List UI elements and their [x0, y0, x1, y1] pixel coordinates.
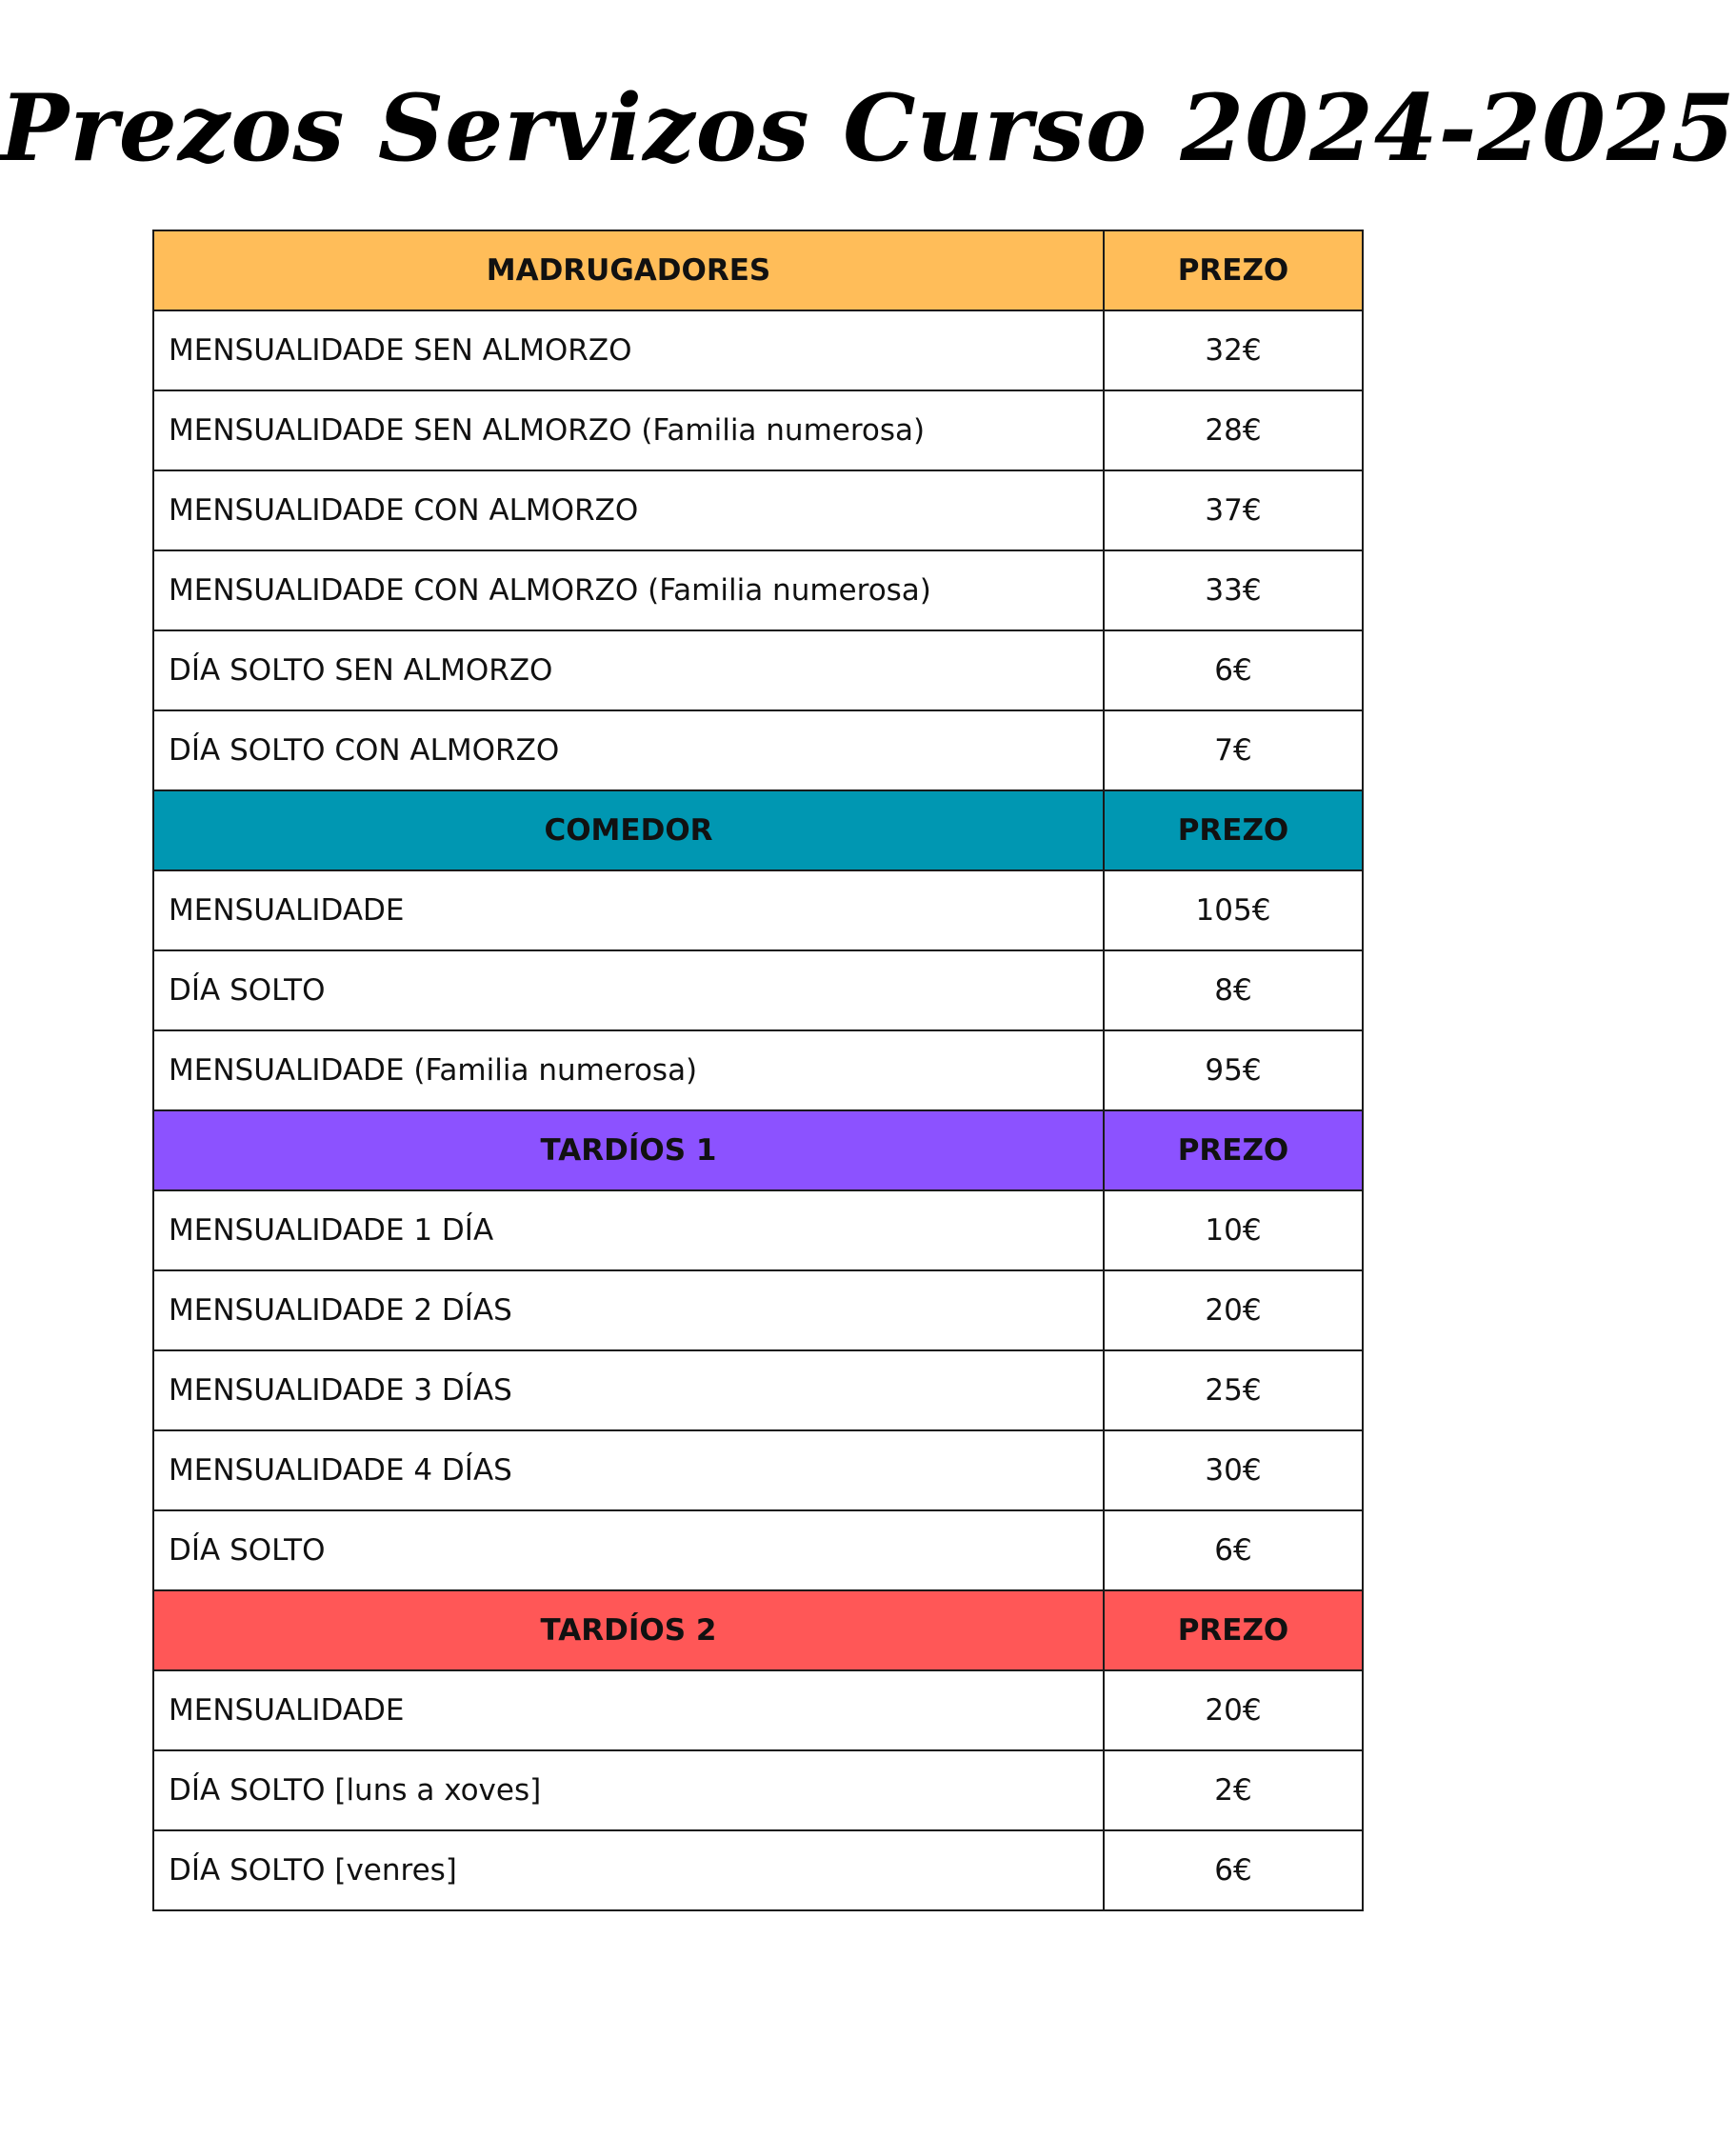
section-title: TARDÍOS 2 [153, 1590, 1104, 1670]
section-title: TARDÍOS 1 [153, 1110, 1104, 1190]
table-row [153, 870, 1363, 950]
service-label: DÍA SOLTO [153, 950, 1104, 1030]
table-row [153, 1830, 1363, 1910]
section-header-madrugadores [153, 230, 1363, 310]
service-label: MENSUALIDADE SEN ALMORZO (Familia numerosa) [153, 390, 1104, 470]
table-row [153, 1030, 1363, 1110]
service-label: DÍA SOLTO CON ALMORZO [153, 710, 1104, 790]
table-row [153, 1510, 1363, 1590]
table-row [153, 1190, 1363, 1270]
service-price: 28€ [1104, 390, 1363, 470]
service-label: MENSUALIDADE [153, 1670, 1104, 1750]
service-price: 6€ [1104, 1830, 1363, 1910]
service-label: MENSUALIDADE 2 DÍAS [153, 1270, 1104, 1350]
service-price: 37€ [1104, 470, 1363, 550]
service-price: 7€ [1104, 710, 1363, 790]
table-row [153, 1270, 1363, 1350]
service-label: MENSUALIDADE 1 DÍA [153, 1190, 1104, 1270]
service-price: 6€ [1104, 630, 1363, 710]
table-row [153, 710, 1363, 790]
price-column-header: PREZO [1104, 230, 1363, 310]
section-header-tardios-2 [153, 1590, 1363, 1670]
price-table [152, 230, 1364, 1911]
table-row [153, 630, 1363, 710]
section-title: COMEDOR [153, 790, 1104, 870]
price-column-header: PREZO [1104, 1110, 1363, 1190]
service-price: 95€ [1104, 1030, 1363, 1110]
service-label: MENSUALIDADE 3 DÍAS [153, 1350, 1104, 1430]
price-column-header: PREZO [1104, 1590, 1363, 1670]
service-label: DÍA SOLTO [venres] [153, 1830, 1104, 1910]
service-label: DÍA SOLTO [luns a xoves] [153, 1750, 1104, 1830]
service-price: 2€ [1104, 1750, 1363, 1830]
section-title: MADRUGADORES [153, 230, 1104, 310]
service-label: MENSUALIDADE [153, 870, 1104, 950]
page-title: Prezos Servizos Curso 2024-2025 [0, 74, 1736, 182]
table-row [153, 1750, 1363, 1830]
service-price: 25€ [1104, 1350, 1363, 1430]
service-price: 8€ [1104, 950, 1363, 1030]
service-label: DÍA SOLTO [153, 1510, 1104, 1590]
table-row [153, 1350, 1363, 1430]
section-header-comedor [153, 790, 1363, 870]
table-row [153, 550, 1363, 630]
service-label: MENSUALIDADE CON ALMORZO [153, 470, 1104, 550]
table-row [153, 950, 1363, 1030]
table-row [153, 1670, 1363, 1750]
service-price: 20€ [1104, 1270, 1363, 1350]
service-label: MENSUALIDADE CON ALMORZO (Familia numerosa) [153, 550, 1104, 630]
service-price: 32€ [1104, 310, 1363, 390]
service-label: DÍA SOLTO SEN ALMORZO [153, 630, 1104, 710]
service-label: MENSUALIDADE SEN ALMORZO [153, 310, 1104, 390]
service-price: 33€ [1104, 550, 1363, 630]
service-price: 20€ [1104, 1670, 1363, 1750]
section-header-tardios-1 [153, 1110, 1363, 1190]
service-price: 105€ [1104, 870, 1363, 950]
service-price: 30€ [1104, 1430, 1363, 1510]
service-label: MENSUALIDADE (Familia numerosa) [153, 1030, 1104, 1110]
service-price: 10€ [1104, 1190, 1363, 1270]
service-price: 6€ [1104, 1510, 1363, 1590]
table-row [153, 390, 1363, 470]
table-row [153, 470, 1363, 550]
table-row [153, 1430, 1363, 1510]
price-column-header: PREZO [1104, 790, 1363, 870]
service-label: MENSUALIDADE 4 DÍAS [153, 1430, 1104, 1510]
table-row [153, 310, 1363, 390]
